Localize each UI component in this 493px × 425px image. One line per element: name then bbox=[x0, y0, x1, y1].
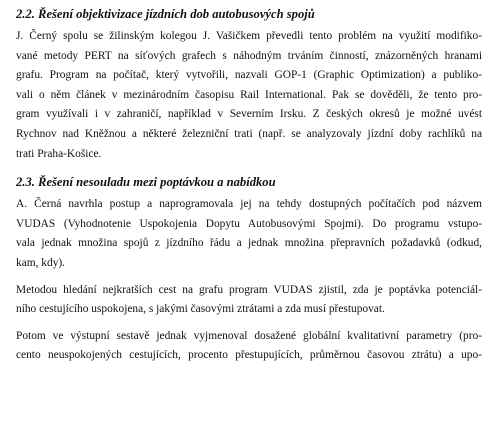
text-line: A. Černá navrhla postup a naprogramovala jej na tehdy dostupných počítačích pod názvem bbox=[16, 198, 482, 211]
text-line: vala jednak množina spojů z jízdního řádu a jednak množina přepravních požadavků (odkud, bbox=[16, 237, 482, 250]
text-line: vané metody PERT na síťových grafech s náhodným trváním činností, znázorněných hranami bbox=[16, 49, 482, 62]
section-heading-2-2: 2.2. Řešení objektivizace jízdních dob autobusových spojů bbox=[16, 7, 315, 21]
text-line: Metodou hledání nejkratších cest na grafu program VUDAS zjistil, zda je poptávka potenciál- bbox=[16, 283, 482, 296]
text-line: ního cestujícího uspokojena, s jakými časovými ztrátami a zda musí přestupovat. bbox=[16, 303, 385, 316]
text-line: cento neuspokojených cestujících, procento přestupujících, průměrnou časovou ztrátu) a upo- bbox=[16, 349, 482, 362]
text-line: Potom ve výstupní sestavě jednak vyjmenoval dosažené globální kvalitativní parametry (pro- bbox=[16, 329, 482, 342]
text-line: vali o něm článek v mezinárodním časopisu Rail International. Pak se dověděli, že tento pro- bbox=[16, 88, 482, 101]
text-line: kam, kdy). bbox=[16, 256, 66, 269]
text-line: Rychnov nad Kněžnou a některé železniční trati (např. se analyzovaly jízdní doby rachlíků na bbox=[16, 127, 482, 140]
section-2-3-paragraph-1 bbox=[16, 195, 482, 273]
text-line: grafu. Program na počítač, který vytvořili, nazvali GOP-1 (Graphic Optimization) a publiko- bbox=[16, 69, 482, 82]
document-page bbox=[16, 6, 482, 366]
section-2-3-paragraph-3 bbox=[16, 327, 482, 366]
section-2-2-paragraph bbox=[16, 27, 482, 164]
section-heading-2-3: 2.3. Řešení nesouladu mezi poptávkou a nabídkou bbox=[16, 175, 276, 190]
text-line: J. Černý spolu se žilinským kolegou J. Vašičkem převedli tento problém na využití modifiko- bbox=[16, 30, 482, 42]
text-line: VUDAS (Vyhodnotenie Uspokojenia Dopytu Autobusovými Spojmi). Do programu vstupo- bbox=[16, 217, 482, 230]
text-line: trati Praha-Košice. bbox=[16, 147, 102, 160]
text-line: gram využívali i v zahraničí, například v Severním Irsku. Z českých okresů je možné uvést bbox=[16, 108, 482, 121]
section-2-3-paragraph-2 bbox=[16, 281, 482, 320]
